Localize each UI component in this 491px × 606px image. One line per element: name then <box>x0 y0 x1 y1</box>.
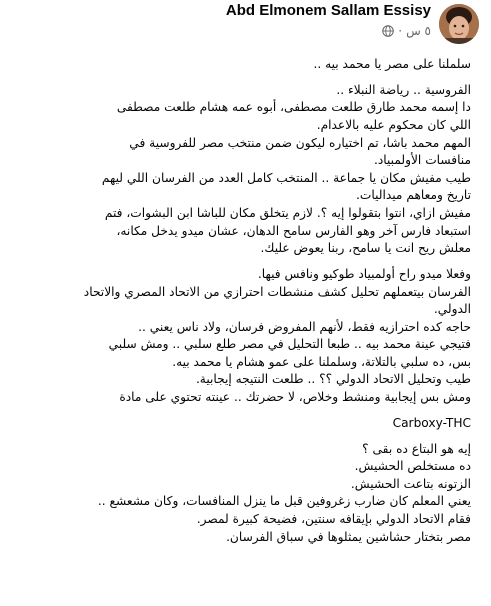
post-header <box>0 0 491 52</box>
post-text-line: ده مستخلص الحشيش. <box>354 459 471 474</box>
post-text-line: فقام الاتحاد الدولي بإيقافه سنتين، فضيحة كبيرة لمصر. <box>196 512 471 526</box>
post-time[interactable]: ٥ س <box>406 24 431 38</box>
post-text-line: منافسات الأولمبياد. <box>373 153 471 168</box>
post-body <box>20 56 471 554</box>
author-name[interactable]: Abd Elmonem Sallam Essisy <box>225 2 431 19</box>
avatar-photo <box>439 4 479 44</box>
post-text-line: الفروسية .. رياضة النبلاء .. <box>336 82 471 97</box>
post-text-line: وفعلا ميدو راح أولمبياد طوكيو ونافس فيها. <box>257 266 471 281</box>
post-text-line: استبعاد فارس آخر وهو الفارس سامح الدهان، عشان ميدو يدخل مكانه، <box>116 223 471 238</box>
post-text-line: الدولي. <box>433 302 471 317</box>
post-text-line: مصر بتختار حشاشين يمثلوها في سباق الفرسان. <box>226 529 471 544</box>
meta-separator: · <box>398 24 403 38</box>
post-text-line: دا إسمه محمد طارق طلعت مصطفى، أبوه عمه هشام طلعت مصطفى <box>116 100 471 115</box>
post-text-line: بس، ده سلبي بالتلاتة، وسلملنا على عمو هشام يا محمد بيه. <box>172 354 471 369</box>
post-text-line: المهم محمد باشا، تم اختياره ليكون ضمن منتخب مصر للفروسية في <box>129 135 471 150</box>
post-text-line: الفرسان بيتعملهم تحليل كشف منشطات احترازي من الاتحاد المصري والاتحاد <box>83 284 471 299</box>
post-meta <box>382 24 431 38</box>
post-text-line: ومش بس إيجابية ومنشط وخلاص، لا حضرتك .. عينته تحتوي على مادة <box>119 390 471 405</box>
post-text-line: يعني المعلم كان ضارب زغروفين قبل ما ينزل المنافسات، وكان مشعشع .. <box>97 494 471 509</box>
post-paragraph <box>20 56 471 74</box>
post-paragraph <box>20 82 471 258</box>
author-avatar[interactable] <box>439 4 479 44</box>
post-text-line: تاريخ ومعاهم ميداليات. <box>356 188 471 203</box>
post-text-line: اللي كان محكوم عليه بالاعدام. <box>316 117 471 132</box>
globe-icon[interactable] <box>382 25 394 37</box>
post-paragraph <box>20 415 471 433</box>
post-text-line: طيب وتحليل الاتحاد الدولي ؟؟ .. طلعت النتيجه إيجابية. <box>195 372 471 387</box>
post-text-line: إيه هو البتاع ده بقى ؟ <box>362 441 471 456</box>
post-text-line: سلملنا على مصر يا محمد بيه .. <box>313 57 471 71</box>
post-text-line: Carboxy-THC <box>392 415 471 430</box>
post-paragraph <box>20 266 471 407</box>
post-text-line: حاجه كده احترازيه فقط، لأنهم المفروض فرسان، ولاد ناس يعني .. <box>138 319 471 334</box>
post-text-line: طيب مفيش مكان يا جماعة .. المنتخب كامل العدد من الفرسان اللي ليهم <box>101 170 471 185</box>
post-text-line: فتيجي عينة محمد بيه .. طبعا التحليل في مصر طلع سلبي .. ومش سلبي <box>108 337 471 352</box>
post-text-line: معلش ريح انت يا سامح، ربنا يعوض عليك. <box>260 241 471 256</box>
post-text-line: الزتونه بتاعت الحشيش. <box>350 476 471 491</box>
post-paragraph <box>20 441 471 547</box>
post-text-line: مفيش ازاي، انتوا بتقولوا إيه ؟. لازم يتخلق مكان للباشا ابن البشوات، فتم <box>104 205 471 220</box>
